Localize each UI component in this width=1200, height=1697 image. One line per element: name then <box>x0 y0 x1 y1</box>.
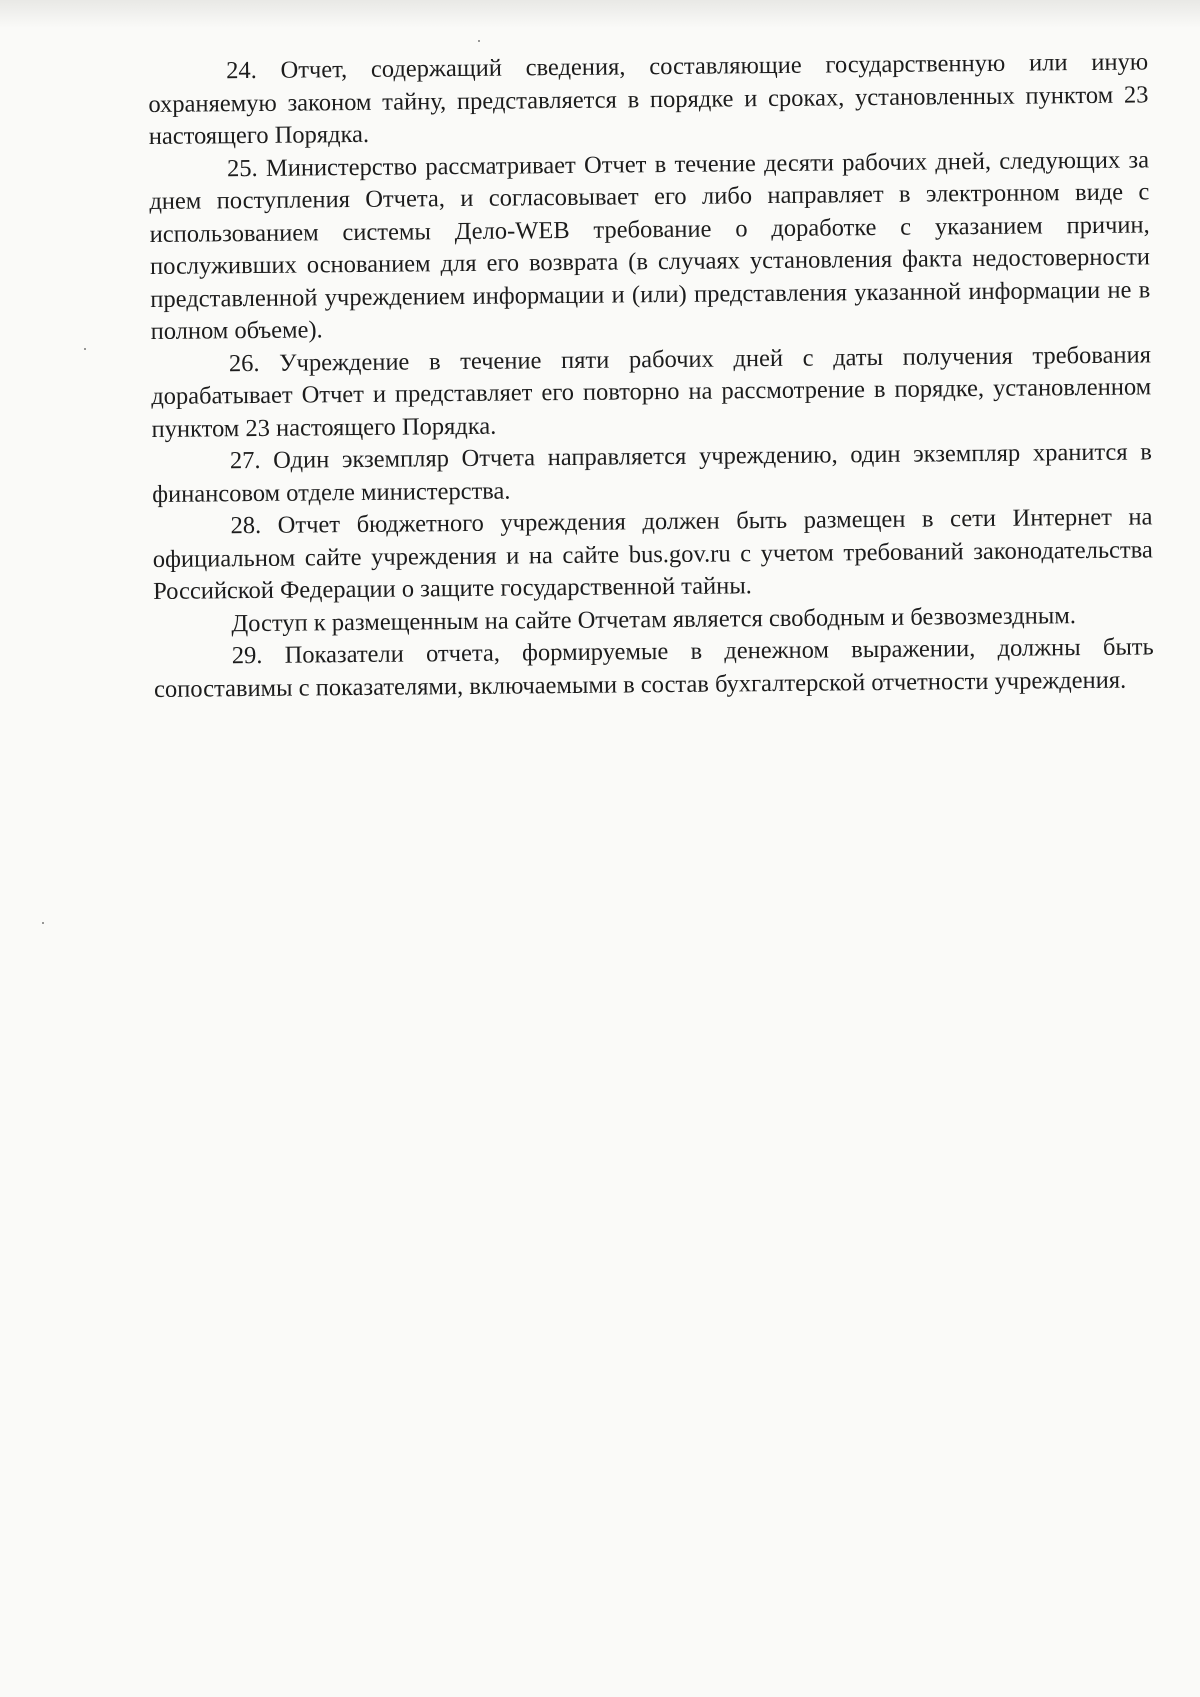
scan-speck <box>478 40 480 42</box>
paragraph-26: 26. Учреждение в течение пяти рабочих дней с даты получения требования дорабатывает Отчет и представляет его повторно на рассмотрение в порядке, установленном пунктом 23 настоящего Порядка. <box>151 340 1152 443</box>
paragraph-27: 27. Один экземпляр Отчета направляется учреждению, один экземпляр хранится в финансовом отделе министерства. <box>152 438 1152 508</box>
scan-speck <box>42 922 44 924</box>
paragraph-29: 29. Показатели отчета, формируемые в денежном выражении, должны быть сопоставимы с показателями, включаемыми в состав бухгалтерской отчетности учреждения. <box>153 633 1154 703</box>
paragraph-25: 25. Министерство рассматривает Отчет в течение десяти рабочих дней, следующих за днем поступления Отчета, и согласовывает его либо направляет в электронном виде с использованием системы Дело-WEB требование о доработке с указанием причин, послуживших основанием для его возврата (в случаях установления факта недостоверности представленной учреждением информации и (или) представления указанной информации не в полном объеме). <box>149 145 1151 345</box>
paragraph-24: 24. Отчет, содержащий сведения, составляющие государственную или иную охраняемую законом тайну, представляется в порядке и сроках, установленных пунктом 23 настоящего Порядка. <box>148 48 1149 150</box>
scan-shadow <box>0 0 1200 28</box>
paragraph-28-access: Доступ к размещенным на сайте Отчетам является свободным и безвозмездным. <box>231 601 1077 637</box>
document-body <box>148 46 1154 706</box>
scan-speck <box>84 348 86 350</box>
paragraph-28: 28. Отчет бюджетного учреждения должен быть размещен в сети Интернет на официальном сайте учреждения и на сайте bus.gov.ru с учетом требований законодательства Российской Федерации о защите государственной тайны. <box>152 503 1153 605</box>
